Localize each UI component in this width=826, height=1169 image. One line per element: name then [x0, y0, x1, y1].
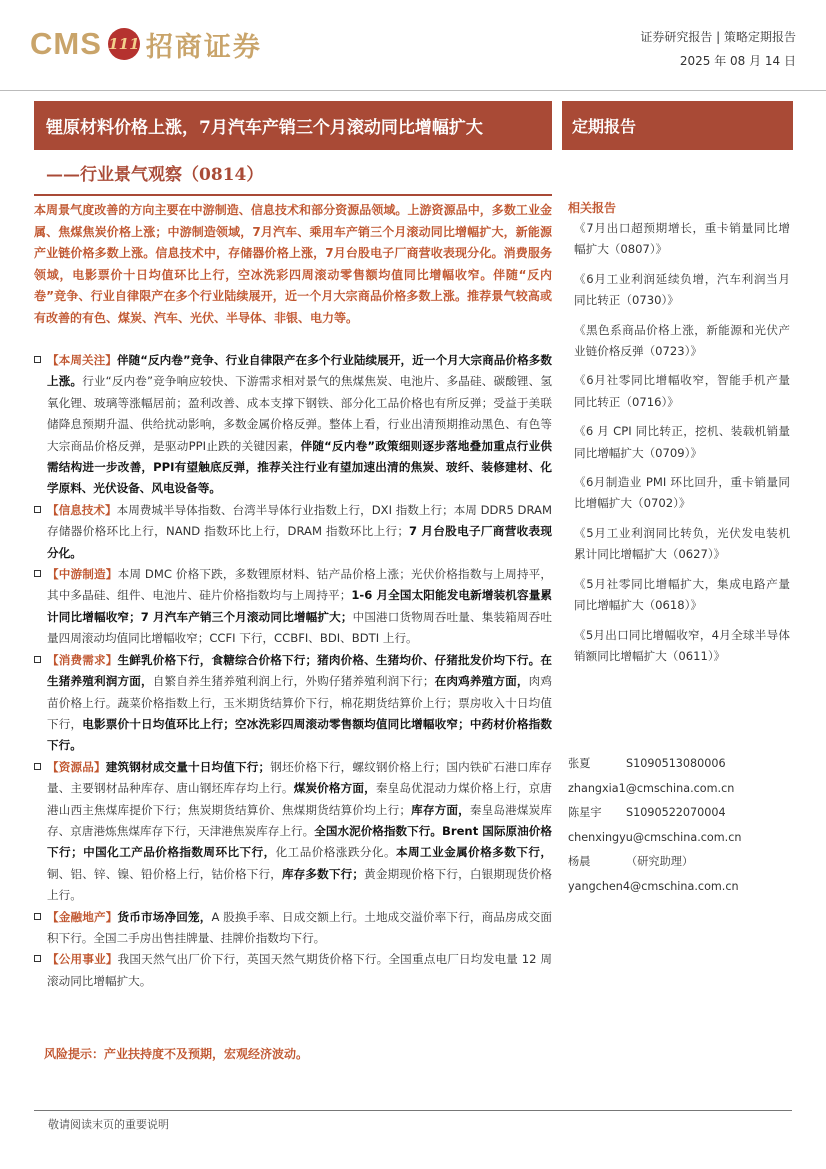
logo-mark-icon: 111: [108, 28, 140, 60]
checkbox-bullet-icon: [34, 506, 41, 513]
section-text-bold: 电影票价十日均值环比上行；空冰洗彩四周滚动零售额均值同比增幅收窄；中药材价格指数下行。: [47, 716, 552, 753]
related-report-link[interactable]: 《5月社零同比增幅扩大，集成电路产量同比增幅扩大（0618）》: [574, 576, 790, 613]
footer-note: 敬请阅读末页的重要说明: [48, 1118, 169, 1131]
section-text-bold: 全国水泥价格指数下行。Brent 国际原油价格下行；中国化工产品价格指数周环比下行，: [47, 823, 552, 860]
analyst-row: [568, 850, 788, 875]
section-text: 秦皇岛港煤炭库存、京唐港炼焦煤库存下行，天津港焦炭库存上行。: [47, 802, 552, 838]
checkbox-bullet-icon: [34, 656, 41, 663]
section-text: 钢坯价格下行，螺纹钢价格上行；国内铁矿石港口库存量、主要钢材品种库存、唐山钢坯库存均上行。: [47, 759, 552, 796]
related-reports-title: 相关报告: [568, 201, 617, 215]
section-tag: 【消费需求】: [47, 652, 118, 667]
analyst-id: S1090513080006: [626, 757, 726, 770]
risk-warning: 风险提示：产业扶持度不及预期，宏观经济波动。: [44, 1047, 309, 1061]
related-report-link[interactable]: 《6 月 CPI 同比转正，挖机、装载机销量同比增幅扩大（0709）》: [574, 424, 790, 460]
page-subtitle: ——行业景气观察（0814）: [46, 165, 264, 185]
analyst-name: 杨晨: [568, 855, 591, 868]
section-tag: 【公用事业】: [47, 952, 118, 967]
section-text-bold: 伴随“反内卷”政策细则逐步落地叠加重点行业供需结构进一步改善，PPI有望触底反弹，推荐关注行业有望加速出清的焦炭、玻纤、装修建材、化学原料、光伏设备、风电设备等。: [47, 438, 552, 496]
checkbox-bullet-icon: [34, 955, 41, 962]
section-list: [34, 350, 552, 992]
section-item: [34, 350, 552, 500]
related-report-link[interactable]: 《6月制造业 PMI 环比回升，重卡销量同比增幅扩大（0702）》: [574, 475, 790, 511]
section-tag: 【资源品】: [47, 759, 106, 774]
checkbox-bullet-icon: [34, 913, 41, 920]
section-text: 化工品价格涨跌分化。: [275, 845, 396, 860]
analyst-id: （研究助理）: [626, 855, 694, 868]
logo-latin: CMS: [30, 26, 102, 61]
section-item: [34, 907, 552, 950]
analyst-email[interactable]: chenxingyu@cmschina.com.cn: [568, 830, 742, 844]
analyst-name: 陈星宇: [568, 806, 602, 819]
section-item: [34, 650, 552, 757]
section-text-bold: 本周工业金属价格多数下行，: [395, 845, 552, 860]
related-report-link[interactable]: 《7月出口超预期增长，重卡销量同比增幅扩大（0807）》: [574, 221, 790, 257]
section-text-bold: 1-6 月全国太阳能发电新增装机容量累计同比增幅收窄；7 月汽车产销三个月滚动同比增幅扩大；: [47, 588, 552, 624]
company-logo: [30, 24, 262, 64]
report-type: 证券研究报告 | 策略定期报告: [640, 30, 796, 44]
related-report-link[interactable]: 《6月社零同比增幅收窄，智能手机产量同比转正（0716）》: [574, 373, 790, 409]
report-date: 2025 年 08 月 14 日: [679, 54, 796, 68]
report-category-tag: 定期报告: [562, 101, 793, 150]
section-text-bold: 库存多数下行；: [281, 866, 365, 881]
section-text: 中国港口货物周吞吐量、集装箱周吞吐量四周滚动均值同比增幅收窄；CCFI 下行，CCBFI、BDI、BDTI 上行。: [47, 609, 552, 646]
section-text: 本周费城半导体指数、台湾半导体行业指数上行，DXI 指数上行；本周 DDR5 DRAM 存储器价格环比上行，NAND 指数环比上行，DRAM 指数环比上行；: [47, 502, 552, 539]
section-text-bold: 生鲜乳价格下行，食糖综合价格下行；猪肉价格、生猪均价、仔猪批发价均下行。在生猪养殖利润方面，: [47, 652, 552, 689]
section-text-bold: 7 月台股电子厂商营收表现分化。: [47, 524, 552, 560]
section-text-bold: 伴随“反内卷”竞争、行业自律限产在多个行业陆续展开，近一个月大宗商品价格多数上涨。: [47, 353, 552, 389]
checkbox-bullet-icon: [34, 570, 41, 577]
section-text: 行业“反内卷”竞争响应较快、下游需求相对景气的焦煤焦炭、电池片、多晶硅、碳酸锂、氢氧化锂、玻璃等涨幅居前；盈利改善、成本支撑下钢铁、部分化工品价格也有所反弹；受益于美联储降息预期升温、供给扰动影响，多数金属价格反弹。整体上看，行业出清预期推动黑色、有色等大宗商品价格反弹，是驱动PPI止跌的关键因素，: [47, 374, 552, 453]
footer-divider: [34, 1110, 792, 1111]
analyst-id: S1090522070004: [626, 806, 726, 819]
section-item: [34, 757, 552, 907]
section-text-bold: 库存方面，: [411, 802, 470, 817]
related-report-link[interactable]: 《5月出口同比增幅收窄，4月全球半导体销额同比增幅扩大（0611）》: [574, 627, 790, 663]
logo-chinese: 招商证券: [145, 31, 262, 63]
section-tag: 【中游制造】: [47, 567, 118, 582]
section-text: 黄金期现价格下行，白银期现货价格上行。: [47, 866, 552, 903]
analyst-list: [568, 752, 788, 899]
analyst-name: 张夏: [568, 757, 591, 770]
section-text-bold: 煤炭价格方面，: [293, 781, 376, 796]
section-text: 我国天然气出厂价下行，英国天然气期货价格下行。全国重点电厂日均发电量 12 周滚动同比增幅扩大。: [47, 952, 552, 988]
section-item: [34, 949, 552, 992]
analyst-email[interactable]: yangchen4@cmschina.com.cn: [568, 879, 739, 893]
section-text: 本周 DMC 价格下跌，多数锂原材料、钴产品价格上涨；光伏价格指数与上周持平，其中多晶硅、组件、电池片、硅片价格指数均与上周持平；: [47, 567, 552, 603]
checkbox-bullet-icon: [34, 356, 41, 363]
section-item: [34, 500, 552, 564]
section-text: 自繁自养生猪养殖利润上行，外购仔猪养殖利润下行；: [152, 674, 435, 689]
section-tag: 【信息技术】: [47, 502, 117, 517]
title-divider: [34, 194, 552, 196]
section-item: [34, 564, 552, 650]
section-text-bold: 在肉鸡养殖方面，: [434, 674, 529, 689]
summary-paragraph: 本周景气度改善的方向主要在中游制造、信息技术和部分资源品领域。上游资源品中，多数工业金属、焦煤焦炭价格上涨；中游制造领域，7月汽车、乘用车产销三个月滚动同比增幅扩大，新能源产业链价格多数上涨。信息技术中，存储器价格上涨，7月台股电子厂商营收表现分化。消费服务领域，电影票价十日均值环比上行，空冰洗彩四周滚动零售额均值同比增幅收窄。伴随“反内卷”竞争、行业自律限产在多个行业陆续展开，近一个月大宗商品价格多数上涨。推荐景气较高或有改善的有色、煤炭、汽车、光伏、半导体、非银、电力等。: [34, 203, 552, 325]
section-tag: 【本周关注】: [47, 353, 117, 367]
analyst-row: [568, 752, 788, 777]
checkbox-bullet-icon: [34, 763, 41, 770]
section-text-bold: 建筑钢材成交量十日均值下行；: [105, 759, 271, 774]
analyst-row: [568, 801, 788, 826]
section-text: A 股换手率、日成交额上行。土地成交溢价率下行，商品房成交面积下行。全国二手房出售挂牌量、挂牌价指数均下行。: [47, 909, 552, 945]
related-report-link[interactable]: 《黑色系商品价格上涨，新能源和光伏产业链价格反弹（0723）》: [574, 322, 790, 359]
section-text: 铜、铝、锌、镍、铅价格上行，钴价格下行，: [47, 866, 282, 881]
page-title: 锂原材料价格上涨，7月汽车产销三个月滚动同比增幅扩大: [34, 101, 552, 150]
section-text: 秦皇岛优混动力煤价格上行，京唐港山西主焦煤库提价下行；焦炭期货结算价、焦煤期货结算价均上行；: [47, 781, 552, 817]
header-divider: [0, 90, 826, 91]
section-text: 肉鸡苗价格上行。蔬菜价格指数上行，玉米期货结算价下行，棉花期货结算价上行；票房收入十日均值下行，: [47, 674, 552, 731]
section-text-bold: 货币市场净回笼，: [117, 909, 212, 924]
analyst-email[interactable]: zhangxia1@cmschina.com.cn: [568, 781, 735, 795]
related-reports-list: [574, 218, 790, 675]
related-report-link[interactable]: 《6月工业利润延续负增，汽车利润当月同比转正（0730）》: [574, 271, 790, 308]
related-report-link[interactable]: 《5月工业利润同比转负，光伏发电装机累计同比增幅扩大（0627）》: [574, 525, 790, 562]
section-tag: 【金融地产】: [47, 909, 118, 924]
